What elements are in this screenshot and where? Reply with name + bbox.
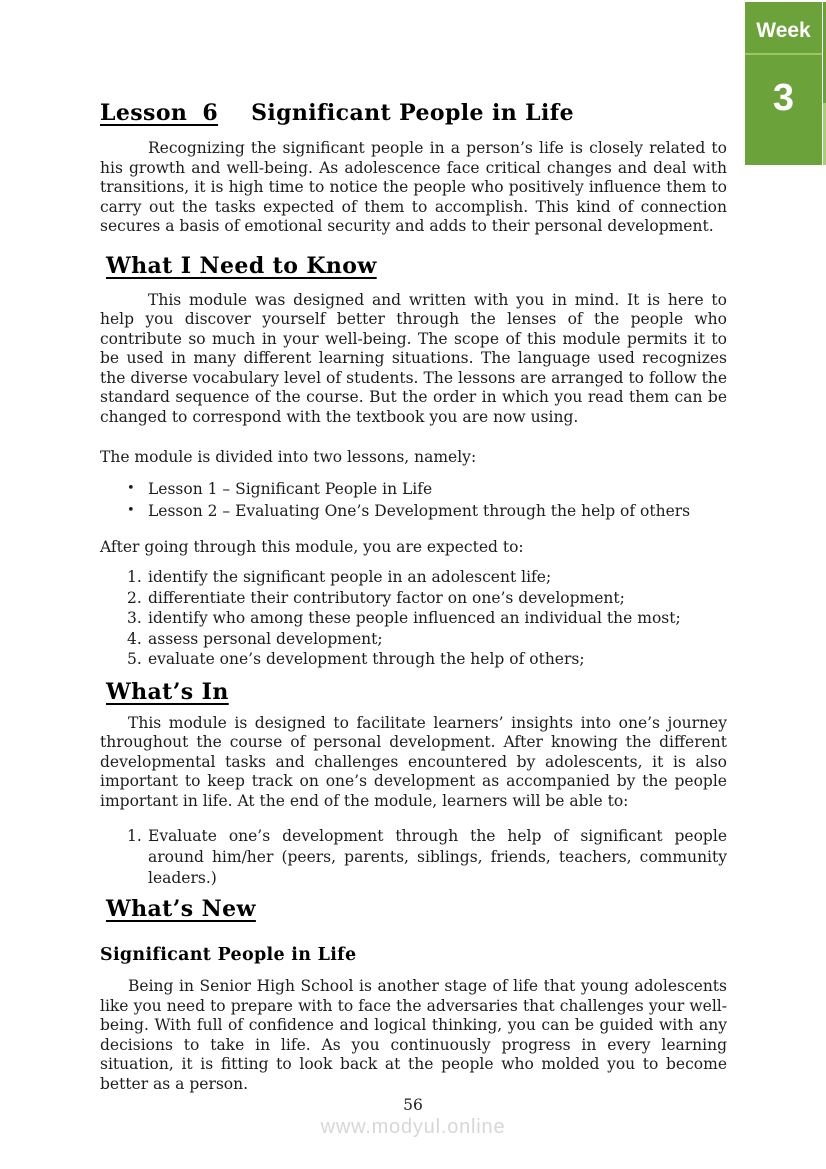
list-item bbox=[100, 588, 727, 609]
week-number: 3 bbox=[772, 77, 795, 119]
number-marker: 1. bbox=[127, 568, 142, 586]
list-item-text: identify who among these people influenced an individual the most; bbox=[148, 609, 681, 628]
week-label: Week bbox=[745, 2, 822, 55]
lesson-intro-paragraph: Recognizing the significant people in a person’s life is closely related to his growth and well-being. As adolescence face critical changes and deal with transitions, it is high time to notice the people who positively influence them to carry out the tasks expected of them to accomplish. This kind of connection secures a basis of emotional security and adds to their personal development. bbox=[100, 139, 727, 235]
list-item bbox=[100, 478, 727, 500]
list-item-text: differentiate their contributory factor on one’s development; bbox=[148, 588, 625, 607]
list-item-text: Lesson 2 – Evaluating One’s Development through the help of others bbox=[148, 501, 691, 520]
number-marker: 1. bbox=[127, 827, 142, 846]
whats-in-numbered-list bbox=[100, 826, 727, 888]
list-item bbox=[100, 567, 727, 588]
list-item bbox=[100, 629, 727, 650]
section-heading-whats-in: What’s In bbox=[106, 678, 229, 705]
subheading-significant-people: Significant People in Life bbox=[100, 945, 357, 966]
watermark-row bbox=[0, 1116, 826, 1139]
objectives-intro-line: After going through this module, you are expected to: bbox=[100, 537, 524, 556]
number-marker: 4. bbox=[127, 629, 142, 648]
whats-new-paragraph: Being in Senior High School is another stage of life that young adolescents like you need to prepare with to face the adversaries that challenges your well-being. With full of confidence and logical thinking, you can be guided with any decisions to take in life. As you continuously progress in every learning situation, it is fitting to look back at the people who molded you to become better as a person. bbox=[100, 977, 727, 1093]
list-item-text: Evaluate one’s development through the help of significant people around him/her (peers, parents, siblings, friends, teachers, community leaders.) bbox=[148, 827, 727, 887]
list-item-text: assess personal development; bbox=[148, 629, 383, 648]
bullet-marker: • bbox=[127, 480, 135, 496]
number-marker: 5. bbox=[127, 650, 142, 669]
bullet-marker: • bbox=[127, 502, 135, 518]
lesson-heading bbox=[100, 100, 727, 126]
lesson-number: Lesson 6 bbox=[100, 100, 219, 126]
list-item bbox=[100, 826, 727, 888]
page-footer bbox=[0, 1096, 826, 1114]
watermark-text: www.modyul.online bbox=[320, 1116, 506, 1138]
document-content bbox=[100, 0, 727, 1094]
lesson-title: Significant People in Life bbox=[251, 100, 575, 126]
whats-in-paragraph: This module is designed to facilitate learners’ insights into one’s journey throughout the course of personal development. After knowing the different developmental tasks and challenges encountered by adolescents, it is also important to keep track on one’s development as accompanied by the people important in life. At the end of the module, learners will be able to: bbox=[100, 713, 727, 810]
objectives-numbered-list bbox=[100, 567, 727, 670]
list-item-text: evaluate one’s development through the help of others; bbox=[148, 650, 585, 669]
number-marker: 2. bbox=[127, 588, 142, 607]
list-item-text: identify the significant people in an adolescent life; bbox=[148, 568, 552, 586]
lessons-intro-line: The module is divided into two lessons, namely: bbox=[100, 448, 477, 466]
list-item bbox=[100, 649, 727, 670]
week-tab bbox=[745, 2, 822, 165]
list-item bbox=[100, 500, 727, 522]
section-heading-what-i-need-to-know: What I Need to Know bbox=[106, 252, 377, 279]
lessons-bullet-list bbox=[100, 478, 727, 522]
list-item bbox=[100, 608, 727, 629]
section-heading-whats-new: What’s New bbox=[106, 896, 256, 923]
number-marker: 3. bbox=[127, 609, 142, 628]
what-i-need-to-know-paragraph: This module was designed and written with you in mind. It is here to help you discover yourself better through the lenses of the people who contribute so much in your well-being. The scope of this module permits it to be used in many different learning situations. The language used recognizes the diverse vocabulary level of students. The lessons are arranged to follow the standard sequence of the course. But the order in which you read them can be changed to correspond with the textbook you are now using. bbox=[100, 290, 727, 426]
list-item-text: Lesson 1 – Significant People in Life bbox=[148, 479, 433, 498]
page-number: 56 bbox=[403, 1096, 423, 1114]
